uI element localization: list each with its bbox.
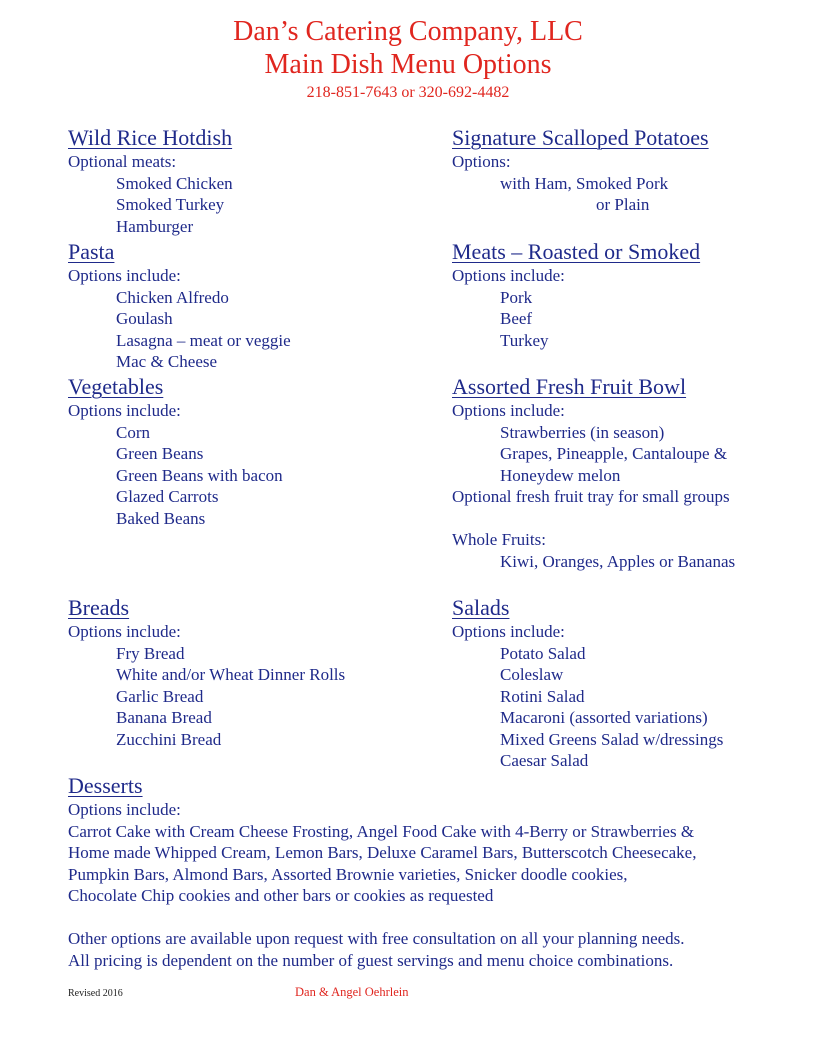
section-title: Desserts: [68, 773, 143, 798]
list-item: Caesar Salad: [500, 751, 589, 770]
list-item: Corn: [116, 422, 150, 442]
fruit-tray-note: Optional fresh fruit tray for small groups: [452, 487, 730, 506]
list-item: Green Beans with bacon: [116, 465, 283, 485]
list-item: Chicken Alfredo: [116, 287, 229, 307]
list-item: Potato Salad: [500, 643, 586, 663]
section-fruit-bowl: [452, 374, 735, 572]
list-item: Mac & Cheese: [116, 352, 218, 371]
list-item: White and/or Wheat Dinner Rolls: [116, 665, 346, 684]
dessert-line: Carrot Cake with Cream Cheese Frosting, Angel Food Cake with 4-Berry or Strawberries &: [68, 821, 695, 841]
list-item: Turkey: [500, 330, 549, 350]
list-item: Beef: [500, 309, 533, 328]
list-item: Hamburger: [116, 216, 194, 236]
pricing-note: All pricing is dependent on the number of guest servings and menu choice combinations.: [68, 950, 674, 970]
section-intro: Options:: [452, 152, 511, 171]
section-title: Vegetables: [68, 374, 164, 399]
list-item: Rotini Salad: [500, 686, 585, 706]
section-title: Breads: [68, 595, 130, 620]
list-item: Macaroni (assorted variations): [500, 708, 708, 727]
list-item: Lasagna – meat or veggie: [116, 330, 291, 350]
section-intro: Options include:: [452, 622, 565, 641]
section-hotdish: [68, 125, 233, 237]
list-item: Pork: [500, 287, 533, 307]
list-item: Fry Bread: [116, 643, 185, 663]
section-meats: [452, 239, 700, 351]
list-item: Zucchini Bread: [116, 729, 222, 749]
dessert-line: Pumpkin Bars, Almond Bars, Assorted Brownie varieties, Snicker doodle cookies,: [68, 864, 628, 884]
section-intro: Options include:: [68, 622, 181, 641]
section-title: Wild Rice Hotdish: [68, 125, 233, 150]
section-title: Signature Scalloped Potatoes: [452, 125, 709, 150]
list-item: Smoked Chicken: [116, 173, 233, 193]
section-title: Salads: [452, 595, 510, 620]
section-pasta: [68, 239, 291, 373]
section-title: Meats – Roasted or Smoked: [452, 239, 701, 264]
list-item: or Plain: [596, 195, 650, 214]
section-intro: Optional meats:: [68, 152, 177, 171]
whole-fruits-label: Whole Fruits:: [452, 530, 546, 549]
list-item: Coleslaw: [500, 665, 564, 684]
section-intro: Options include:: [452, 266, 565, 285]
dessert-line: Chocolate Chip cookies and other bars or cookies as requested: [68, 886, 494, 905]
spacer: [68, 907, 696, 929]
list-item: Baked Beans: [116, 508, 206, 528]
phone-numbers: 218-851-7643 or 320-692-4482: [306, 84, 510, 101]
spacer: [452, 508, 735, 530]
section-intro: Options include:: [68, 266, 181, 285]
owner-names: Dan & Angel Oehrlein: [295, 985, 409, 999]
section-intro: Options include:: [68, 401, 181, 420]
company-title: Dan’s Catering Company, LLC: [233, 16, 583, 47]
section-intro: Options include:: [452, 401, 565, 420]
list-item: Honeydew melon: [500, 465, 621, 485]
consultation-note: Other options are available upon request with free consultation on all your planning needs.: [68, 929, 685, 948]
list-item: Mixed Greens Salad w/dressings: [500, 729, 724, 749]
list-item: Strawberries (in season): [500, 422, 665, 442]
section-intro: Options include:: [68, 800, 181, 819]
section-potatoes: [452, 125, 709, 216]
section-salads: [452, 595, 723, 772]
menu-title: Main Dish Menu Options: [264, 49, 552, 80]
section-desserts: [68, 773, 696, 971]
list-item: Green Beans: [116, 444, 204, 463]
list-item: with Ham, Smoked Pork: [500, 173, 669, 193]
revised-date: Revised 2016: [68, 988, 123, 999]
section-vegetables: [68, 374, 283, 529]
section-breads: [68, 595, 345, 750]
section-title: Assorted Fresh Fruit Bowl: [452, 374, 687, 399]
list-item: Glazed Carrots: [116, 487, 219, 506]
section-title: Pasta: [68, 239, 115, 264]
list-item: Banana Bread: [116, 708, 212, 727]
list-item: Garlic Bread: [116, 686, 204, 706]
list-item: Grapes, Pineapple, Cantaloupe &: [500, 444, 728, 463]
whole-fruits-list: Kiwi, Oranges, Apples or Bananas: [500, 551, 736, 571]
list-item: Smoked Turkey: [116, 195, 225, 214]
dessert-line: Home made Whipped Cream, Lemon Bars, Deluxe Caramel Bars, Butterscotch Cheesecake,: [68, 843, 697, 862]
list-item: Goulash: [116, 309, 173, 328]
